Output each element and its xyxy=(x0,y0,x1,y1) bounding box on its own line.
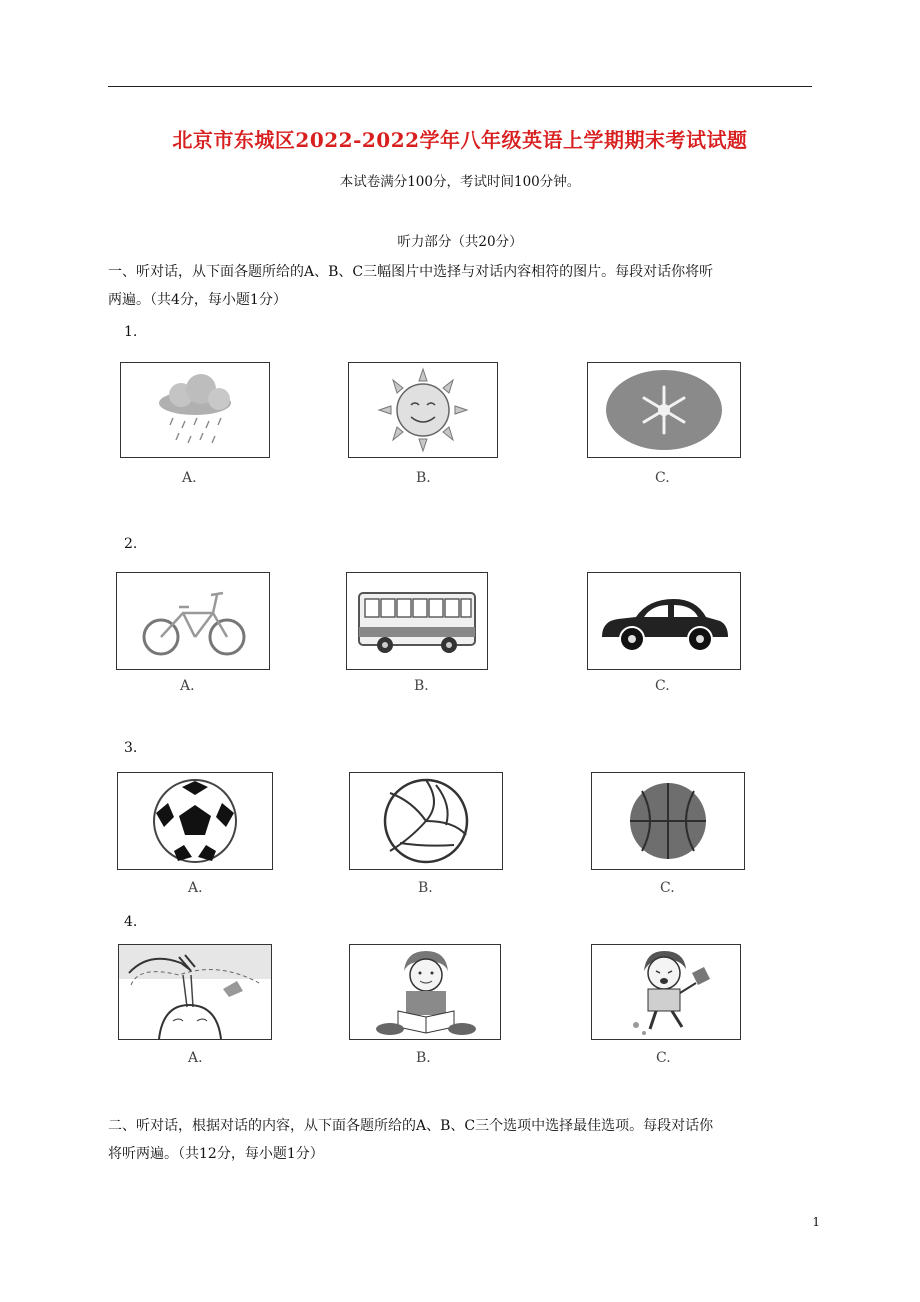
question-number: 3. xyxy=(124,740,138,756)
boy-reading-illustration xyxy=(350,945,500,1039)
option-picture[interactable] xyxy=(591,772,745,870)
car-icon xyxy=(588,573,740,669)
option-label: A. xyxy=(188,1050,203,1066)
part1-instructions xyxy=(108,258,816,314)
part2-instructions xyxy=(108,1112,816,1168)
option-picture[interactable] xyxy=(116,572,270,670)
option-picture[interactable] xyxy=(591,944,741,1040)
volleyball-icon xyxy=(350,773,502,869)
part2-instruction-line1: 二、听对话，根据对话的内容，从下面各题所给的A、B、C三个选项中选择最佳选项。每段对话你 xyxy=(108,1118,714,1134)
part2-instruction-line2: 将听两遍。（共12分，每小题1分） xyxy=(108,1146,324,1162)
option-picture[interactable] xyxy=(587,362,741,458)
option-picture[interactable] xyxy=(348,362,498,458)
option-picture[interactable] xyxy=(120,362,270,458)
option-picture[interactable] xyxy=(346,572,488,670)
page-number: 1 xyxy=(812,1215,820,1229)
snowflake-icon xyxy=(588,363,740,457)
bus-icon xyxy=(347,573,487,669)
option-label: C. xyxy=(655,470,670,486)
option-picture[interactable] xyxy=(117,772,273,870)
option-label: A. xyxy=(182,470,197,486)
option-picture[interactable] xyxy=(587,572,741,670)
option-label: B. xyxy=(418,880,433,896)
option-label: C. xyxy=(660,880,675,896)
boy-walking-illustration xyxy=(592,945,740,1039)
option-label: C. xyxy=(655,678,670,694)
question-number: 4. xyxy=(124,914,138,930)
basketball-icon xyxy=(592,773,744,869)
option-picture[interactable] xyxy=(118,944,272,1040)
question-number: 2. xyxy=(124,536,138,552)
smiling-sun-icon xyxy=(349,363,497,457)
question-number: 1. xyxy=(124,324,138,340)
option-label: B. xyxy=(416,470,431,486)
header-rule xyxy=(108,86,812,87)
rain-cloud-icon xyxy=(121,363,269,457)
part1-instruction-line2: 两遍。（共4分，每小题1分） xyxy=(108,292,287,308)
exam-title: 北京市东城区2022-2022学年八年级英语上学期期末考试试题 xyxy=(172,128,748,152)
option-label: A. xyxy=(180,678,195,694)
haircut-illustration xyxy=(119,945,271,1039)
option-label: B. xyxy=(414,678,429,694)
exam-subtitle: 本试卷满分100分，考试时间100分钟。 xyxy=(339,174,581,190)
option-picture[interactable] xyxy=(349,944,501,1040)
option-label: B. xyxy=(416,1050,431,1066)
section-title: 听力部分（共20分） xyxy=(397,234,523,250)
bicycle-icon xyxy=(117,573,269,669)
soccer-ball-icon xyxy=(118,773,272,869)
option-label: A. xyxy=(188,880,203,896)
option-label: C. xyxy=(656,1050,671,1066)
option-picture[interactable] xyxy=(349,772,503,870)
part1-instruction-line1: 一、听对话，从下面各题所给的A、B、C三幅图片中选择与对话内容相符的图片。每段对话你将听 xyxy=(108,264,714,280)
